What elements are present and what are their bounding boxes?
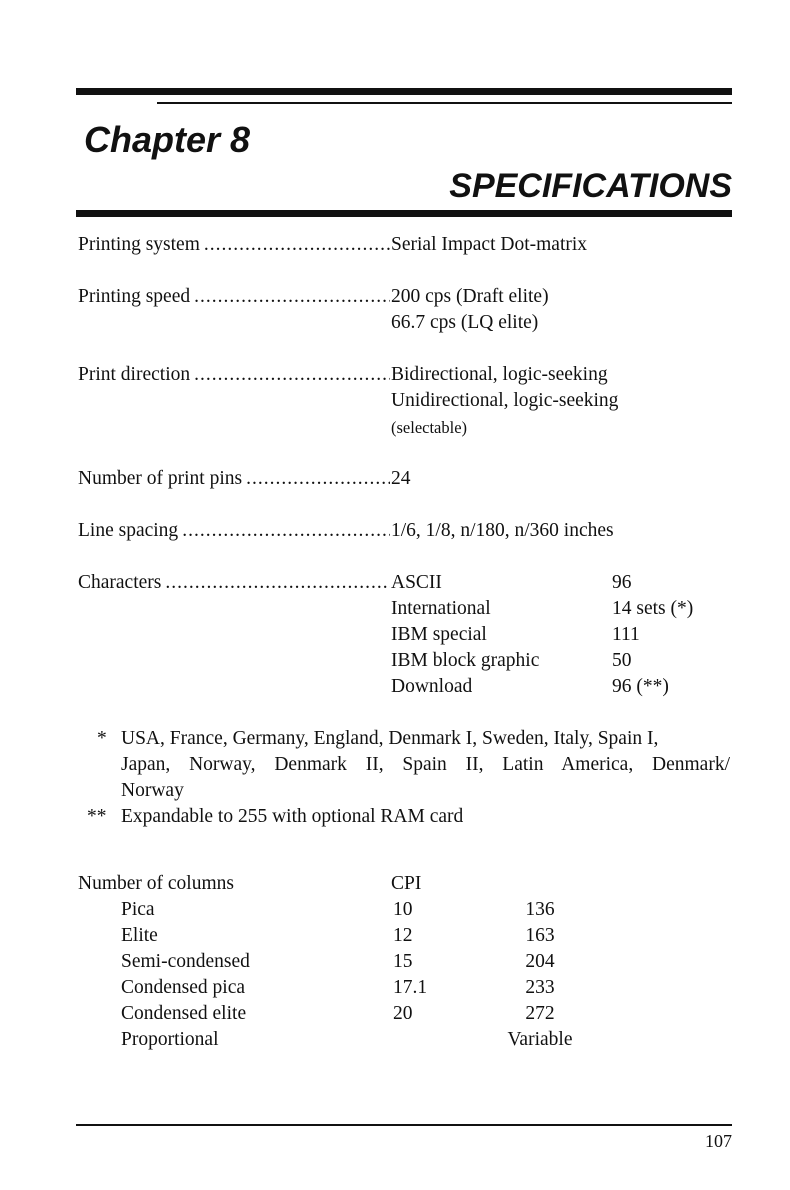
- column-row-name: Proportional: [121, 1029, 219, 1050]
- page-title: SPECIFICATIONS: [449, 167, 732, 205]
- spec-value-print-direction-3: (selectable): [391, 418, 468, 437]
- column-row-cpi: 12: [393, 925, 413, 946]
- spec-label-print-pins: Number of print pins .....: [78, 466, 391, 492]
- chapter-heading: Chapter 8: [84, 119, 251, 160]
- spec-value-printing-speed-1: 200 cps (Draft elite): [391, 286, 549, 307]
- column-row-count: Variable: [507, 1029, 573, 1050]
- column-row-cpi: 15: [393, 951, 413, 972]
- footnote-1-mark: *: [97, 728, 107, 749]
- spec-value-printing-system: Serial Impact Dot-matrix: [391, 234, 588, 255]
- column-row-count: 204: [525, 951, 555, 972]
- column-row-count: 136: [525, 899, 555, 920]
- spec-label-line-spacing: Line spacing .....: [78, 518, 391, 544]
- character-set-name: International: [391, 598, 491, 619]
- column-row-name: Condensed pica: [121, 977, 246, 998]
- title-thick-rule: [76, 210, 732, 217]
- footnote-1-line: USA, France, Germany, England, Denmark I, Sweden, Italy, Spain I,: [121, 728, 659, 749]
- spec-value-print-direction-1: Bidirectional, logic-seeking: [391, 364, 608, 385]
- footer-rule: [76, 1124, 732, 1126]
- spec-value-line-spacing: 1/6, 1/8, n/180, n/360 inches: [391, 520, 614, 541]
- character-set-count: 96 (**): [612, 676, 669, 697]
- column-row-name: Semi-condensed: [121, 951, 250, 972]
- character-set-count: 14 sets (*): [612, 598, 694, 619]
- spec-value-print-direction-2: Unidirectional, logic-seeking: [391, 390, 619, 411]
- spec-label-characters: Characters .....: [78, 570, 391, 596]
- column-row-name: Elite: [121, 925, 158, 946]
- spec-label-columns: Number of columns: [78, 873, 234, 894]
- columns-cpi-header: CPI: [391, 873, 422, 894]
- character-set-count: 50: [612, 650, 632, 671]
- column-row-count: 233: [525, 977, 555, 998]
- character-set-name: ASCII: [391, 572, 442, 593]
- column-row-count: 272: [525, 1003, 555, 1024]
- spec-value-printing-speed-2: 66.7 cps (LQ elite): [391, 312, 539, 333]
- top-thin-rule: [157, 102, 732, 104]
- spec-label-printing-system: Printing system .....: [78, 232, 391, 258]
- footnote-2-text: Expandable to 255 with optional RAM card: [121, 806, 464, 827]
- character-set-count: 96: [612, 572, 632, 593]
- footnote-1-line: Norway: [121, 780, 184, 801]
- spec-value-print-pins: 24: [391, 468, 411, 489]
- character-set-name: IBM special: [391, 624, 487, 645]
- column-row-cpi: 17.1: [393, 977, 428, 998]
- character-set-count: 111: [612, 624, 640, 645]
- character-set-name: Download: [391, 676, 473, 697]
- top-thick-rule: [76, 88, 732, 95]
- column-row-cpi: 10: [393, 899, 413, 920]
- column-row-name: Pica: [121, 899, 155, 920]
- spec-label-print-direction: Print direction .....: [78, 362, 391, 388]
- column-row-count: 163: [525, 925, 555, 946]
- column-row-cpi: 20: [393, 1003, 413, 1024]
- footnote-2-mark: **: [87, 806, 107, 827]
- spec-label-printing-speed: Printing speed .....: [78, 284, 391, 310]
- page-number: 107: [705, 1131, 732, 1151]
- character-set-name: IBM block graphic: [391, 650, 540, 671]
- footnote-1-line: Japan, Norway, Denmark II, Spain II, Latin America, Denmark/: [121, 754, 730, 775]
- column-row-name: Condensed elite: [121, 1003, 247, 1024]
